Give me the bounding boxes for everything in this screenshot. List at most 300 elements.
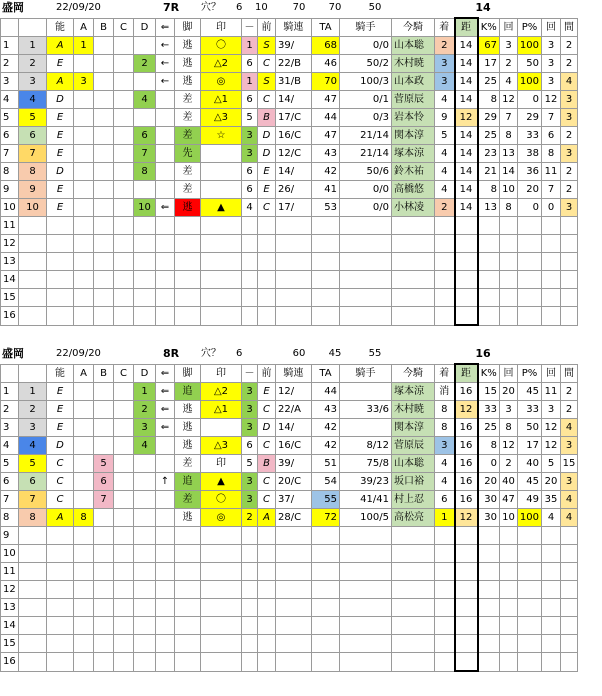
header-value-c: 60 [292, 348, 306, 359]
column-header-p-percent: P% [518, 364, 542, 383]
running-style [175, 235, 201, 253]
ability-grade: C [47, 455, 74, 473]
jockey-stat [340, 289, 392, 307]
position-rank [242, 599, 258, 617]
interval: 4 [561, 509, 578, 527]
distance: 14 [455, 163, 478, 181]
col-b [94, 527, 114, 545]
distance: 14 [455, 55, 478, 73]
row-number: 2 [1, 55, 19, 73]
distance [455, 599, 478, 617]
jockey-combo: 14/ [276, 91, 312, 109]
arrow-mark [156, 145, 175, 163]
prediction-mark [201, 599, 242, 617]
column-header-p-count: 回 [542, 364, 561, 383]
jockey-stat [340, 235, 392, 253]
prev-rank: C [258, 491, 276, 509]
ta-value [312, 653, 340, 672]
k-count: 40 [500, 473, 518, 491]
row-number: 14 [1, 617, 19, 635]
k-percent [478, 217, 500, 235]
prev-rank: C [258, 437, 276, 455]
empty-row [1, 289, 578, 307]
interval: 3 [561, 91, 578, 109]
finish [435, 307, 455, 326]
p-count [542, 635, 561, 653]
col-b [94, 509, 114, 527]
p-percent: 50 [518, 55, 542, 73]
position-rank [242, 563, 258, 581]
position-rank [242, 581, 258, 599]
prev-rank [258, 527, 276, 545]
p-percent: 33 [518, 127, 542, 145]
ta-value: 51 [312, 455, 340, 473]
running-style [175, 217, 201, 235]
finish [435, 545, 455, 563]
jockey-stat: 33/6 [340, 401, 392, 419]
empty-row [1, 635, 578, 653]
row-number: 12 [1, 581, 19, 599]
jockey-combo: 22/B [276, 55, 312, 73]
jockey-stat: 0/1 [340, 91, 392, 109]
jockey-combo: 39/ [276, 37, 312, 55]
ta-value [312, 617, 340, 635]
col-a [74, 545, 94, 563]
k-count [500, 289, 518, 307]
jockey-stat: 21/14 [340, 145, 392, 163]
current-jockey: 菅原辰 [392, 437, 435, 455]
col-a [74, 383, 94, 401]
col-b: 5 [94, 455, 114, 473]
arrow-mark [156, 509, 175, 527]
column-header-ability-grade: 能 [47, 364, 74, 383]
prediction-mark [201, 181, 242, 199]
finish: 4 [435, 163, 455, 181]
col-c [114, 307, 134, 326]
finish [435, 217, 455, 235]
jockey-stat: 0/0 [340, 199, 392, 217]
k-count: 3 [500, 401, 518, 419]
row-number: 10 [1, 199, 19, 217]
jockey-stat [340, 653, 392, 672]
arrow-mark [156, 181, 175, 199]
jockey-stat: 41/41 [340, 491, 392, 509]
ta-value [312, 635, 340, 653]
ability-grade [47, 581, 74, 599]
k-percent [478, 235, 500, 253]
position-rank [242, 635, 258, 653]
arrow-mark [156, 599, 175, 617]
prediction-mark [201, 253, 242, 271]
ta-value [312, 235, 340, 253]
col-c [114, 581, 134, 599]
k-count [500, 599, 518, 617]
col-b [94, 401, 114, 419]
prev-rank: D [258, 419, 276, 437]
jockey-stat: 8/12 [340, 437, 392, 455]
col-c [114, 401, 134, 419]
prediction-mark: ◎ [201, 509, 242, 527]
col-a [74, 653, 94, 672]
umaban [19, 599, 47, 617]
p-count: 20 [542, 473, 561, 491]
col-d [134, 455, 156, 473]
col-b [94, 181, 114, 199]
jockey-stat [340, 635, 392, 653]
p-count [542, 235, 561, 253]
interval [561, 289, 578, 307]
k-percent [478, 635, 500, 653]
running-style [175, 289, 201, 307]
current-jockey [392, 617, 435, 635]
prev-rank [258, 599, 276, 617]
current-jockey [392, 289, 435, 307]
jockey-combo [276, 289, 312, 307]
running-style [175, 581, 201, 599]
col-a [74, 181, 94, 199]
umaban [19, 563, 47, 581]
p-percent: 45 [518, 383, 542, 401]
prediction-mark [201, 527, 242, 545]
column-header-prev-rank: 前 [258, 364, 276, 383]
column-header-col-a: A [74, 364, 94, 383]
position-rank: 6 [242, 163, 258, 181]
empty-row [1, 217, 578, 235]
finish [435, 653, 455, 672]
p-count [542, 581, 561, 599]
k-percent [478, 545, 500, 563]
col-b [94, 383, 114, 401]
interval: 2 [561, 127, 578, 145]
col-d: 6 [134, 127, 156, 145]
column-header-prediction-mark: 印 [201, 364, 242, 383]
p-count [542, 289, 561, 307]
distance [455, 527, 478, 545]
ta-value: 68 [312, 37, 340, 55]
k-percent [478, 527, 500, 545]
running-style [175, 653, 201, 672]
row-number: 16 [1, 307, 19, 326]
col-d [134, 307, 156, 326]
race-table [0, 17, 578, 326]
k-count: 8 [500, 199, 518, 217]
p-count [542, 599, 561, 617]
arrow-mark: ⇐ [156, 419, 175, 437]
row-number: 1 [1, 383, 19, 401]
current-jockey: 岩本怜 [392, 109, 435, 127]
umaban: 3 [19, 419, 47, 437]
position-rank: 6 [242, 55, 258, 73]
arrow-mark [156, 545, 175, 563]
k-percent: 17 [478, 55, 500, 73]
header-value-e: 55 [368, 348, 382, 359]
prediction-mark [201, 217, 242, 235]
ta-value: 44 [312, 383, 340, 401]
distance: 16 [455, 491, 478, 509]
ability-grade: A [47, 37, 74, 55]
running-style: 差 [175, 491, 201, 509]
p-count: 12 [542, 437, 561, 455]
empty-row [1, 653, 578, 672]
p-count [542, 271, 561, 289]
prev-rank: E [258, 383, 276, 401]
arrow-mark [156, 217, 175, 235]
prev-rank [258, 635, 276, 653]
running-style: 差 [175, 163, 201, 181]
jockey-combo: 20/C [276, 473, 312, 491]
col-d [134, 271, 156, 289]
jockey-stat [340, 307, 392, 326]
row-number: 7 [1, 145, 19, 163]
finish: 4 [435, 91, 455, 109]
current-jockey: 小林凌 [392, 199, 435, 217]
k-percent: 33 [478, 401, 500, 419]
col-b [94, 437, 114, 455]
jockey-combo: 17/ [276, 199, 312, 217]
horse-row [1, 91, 578, 109]
prediction-mark [201, 617, 242, 635]
col-c [114, 91, 134, 109]
distance [455, 307, 478, 326]
prev-rank: C [258, 55, 276, 73]
jockey-combo: 14/ [276, 419, 312, 437]
k-percent: 0 [478, 455, 500, 473]
jockey-stat: 50/2 [340, 55, 392, 73]
col-b [94, 37, 114, 55]
col-b [94, 563, 114, 581]
jockey-combo [276, 271, 312, 289]
prev-rank: C [258, 401, 276, 419]
col-d: 8 [134, 163, 156, 181]
k-percent: 30 [478, 509, 500, 527]
arrow-mark: ⇐ [156, 383, 175, 401]
ability-grade: D [47, 163, 74, 181]
col-d [134, 545, 156, 563]
running-style [175, 545, 201, 563]
position-rank: 5 [242, 455, 258, 473]
jockey-combo: 17/C [276, 109, 312, 127]
row-number: 8 [1, 163, 19, 181]
col-c [114, 653, 134, 672]
p-percent: 40 [518, 455, 542, 473]
position-rank: 6 [242, 437, 258, 455]
finish [435, 289, 455, 307]
p-percent: 29 [518, 109, 542, 127]
finish: 消 [435, 383, 455, 401]
p-percent [518, 253, 542, 271]
header-distance: 14 [475, 1, 491, 14]
col-a [74, 271, 94, 289]
position-rank: 3 [242, 491, 258, 509]
col-c [114, 55, 134, 73]
p-count: 8 [542, 145, 561, 163]
interval: 2 [561, 401, 578, 419]
k-count [500, 217, 518, 235]
k-percent: 20 [478, 473, 500, 491]
interval: 3 [561, 473, 578, 491]
column-header-ability-grade: 能 [47, 18, 74, 37]
k-count [500, 545, 518, 563]
jockey-stat [340, 383, 392, 401]
current-jockey: 村上忍 [392, 491, 435, 509]
col-c [114, 563, 134, 581]
current-jockey: 関本淳 [392, 127, 435, 145]
row-number: 11 [1, 217, 19, 235]
column-header-jockey-stat: 騎手 [340, 364, 392, 383]
umaban [19, 307, 47, 326]
p-percent [518, 527, 542, 545]
finish [435, 635, 455, 653]
p-count: 7 [542, 181, 561, 199]
distance [455, 545, 478, 563]
prediction-mark: △2 [201, 383, 242, 401]
col-b [94, 73, 114, 91]
k-percent: 8 [478, 91, 500, 109]
empty-row [1, 527, 578, 545]
col-c [114, 289, 134, 307]
col-d [134, 37, 156, 55]
prev-rank: S [258, 37, 276, 55]
interval [561, 635, 578, 653]
column-header-jockey-combo: 騎連 [276, 18, 312, 37]
col-c [114, 109, 134, 127]
umaban: 4 [19, 437, 47, 455]
ability-grade: E [47, 145, 74, 163]
jockey-stat: 0/3 [340, 109, 392, 127]
empty-row [1, 307, 578, 326]
ta-value [312, 599, 340, 617]
running-style: 逃 [175, 73, 201, 91]
column-header-p-percent: P% [518, 18, 542, 37]
k-count [500, 307, 518, 326]
empty-row [1, 271, 578, 289]
horse-row [1, 401, 578, 419]
prev-rank [258, 653, 276, 672]
col-c [114, 617, 134, 635]
jockey-stat [340, 527, 392, 545]
column-header-col-d: D [134, 364, 156, 383]
prev-rank: C [258, 91, 276, 109]
ability-grade: D [47, 437, 74, 455]
position-rank: 3 [242, 383, 258, 401]
jockey-stat [340, 617, 392, 635]
venue-label: 盛岡 [2, 1, 24, 14]
current-jockey [392, 545, 435, 563]
jockey-combo [276, 253, 312, 271]
interval [561, 271, 578, 289]
interval [561, 599, 578, 617]
interval [561, 217, 578, 235]
arrow-mark: ⇐ [156, 199, 175, 217]
column-header-interval: 間 [561, 364, 578, 383]
p-count [542, 253, 561, 271]
col-a [74, 635, 94, 653]
p-percent [518, 563, 542, 581]
position-rank: 6 [242, 181, 258, 199]
interval [561, 527, 578, 545]
umaban: 7 [19, 145, 47, 163]
race-8r-section [0, 346, 602, 692]
k-percent: 23 [478, 145, 500, 163]
horse-row [1, 145, 578, 163]
col-b [94, 545, 114, 563]
k-percent: 25 [478, 127, 500, 145]
prediction-mark [201, 635, 242, 653]
column-header-prev-rank: 前 [258, 18, 276, 37]
col-b [94, 581, 114, 599]
position-rank [242, 307, 258, 326]
col-c [114, 145, 134, 163]
col-b [94, 307, 114, 326]
prediction-mark: △3 [201, 437, 242, 455]
col-d [134, 289, 156, 307]
position-rank: 3 [242, 127, 258, 145]
row-number: 13 [1, 599, 19, 617]
k-percent [478, 617, 500, 635]
k-percent: 67 [478, 37, 500, 55]
interval [561, 563, 578, 581]
ability-grade: E [47, 383, 74, 401]
k-percent [478, 581, 500, 599]
prev-rank [258, 217, 276, 235]
position-rank [242, 617, 258, 635]
col-d [134, 527, 156, 545]
ta-value [312, 289, 340, 307]
horse-row [1, 181, 578, 199]
p-count [542, 307, 561, 326]
col-c [114, 235, 134, 253]
header-value-b: 10 [255, 2, 268, 13]
distance: 14 [455, 181, 478, 199]
p-percent [518, 617, 542, 635]
jockey-combo: 16/C [276, 127, 312, 145]
k-count: 10 [500, 509, 518, 527]
prediction-mark [201, 653, 242, 672]
k-count: 14 [500, 163, 518, 181]
column-header-running-style: 脚 [175, 364, 201, 383]
column-header-distance: 距 [455, 364, 478, 383]
position-rank [242, 253, 258, 271]
current-jockey: 木村暁 [392, 55, 435, 73]
column-header-arrow-mark: ⇐ [156, 364, 175, 383]
k-percent: 15 [478, 383, 500, 401]
column-header-umaban [19, 364, 47, 383]
umaban [19, 289, 47, 307]
empty-row [1, 253, 578, 271]
p-percent: 33 [518, 401, 542, 419]
col-d [134, 217, 156, 235]
column-header-arrow-mark: ⇐ [156, 18, 175, 37]
col-c [114, 419, 134, 437]
running-style: 逃 [175, 401, 201, 419]
arrow-mark [156, 455, 175, 473]
race-table [0, 363, 578, 672]
running-style [175, 271, 201, 289]
jockey-combo: 16/C [276, 437, 312, 455]
p-percent [518, 653, 542, 672]
distance [455, 563, 478, 581]
col-d: 1 [134, 383, 156, 401]
col-c [114, 253, 134, 271]
arrow-mark [156, 307, 175, 326]
k-count: 12 [500, 91, 518, 109]
distance: 16 [455, 419, 478, 437]
prev-rank: B [258, 109, 276, 127]
ability-grade [47, 289, 74, 307]
ability-grade [47, 599, 74, 617]
horse-row [1, 199, 578, 217]
column-header-p-count: 回 [542, 18, 561, 37]
